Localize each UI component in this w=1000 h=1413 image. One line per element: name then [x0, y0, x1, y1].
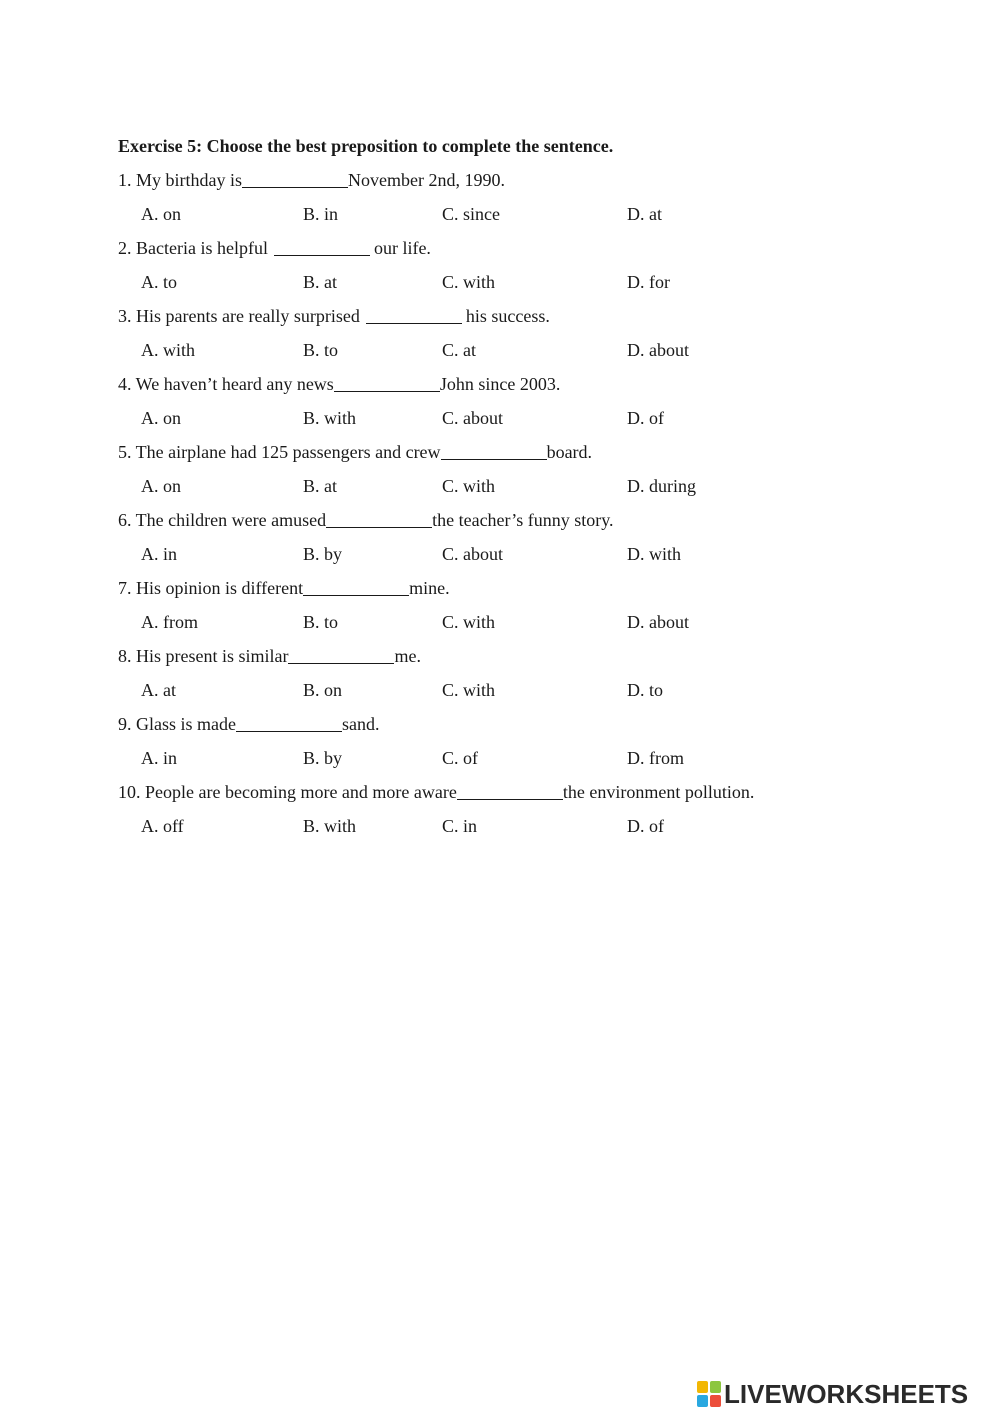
- options-6: [118, 542, 878, 566]
- options-3: [118, 338, 878, 362]
- option-b[interactable]: B. in: [303, 204, 339, 224]
- option-a[interactable]: A. on: [141, 408, 181, 428]
- logo-square-green: [710, 1381, 721, 1393]
- answer-blank[interactable]: [236, 713, 342, 732]
- logo-square-blue: [697, 1395, 708, 1407]
- brand-logo[interactable]: [697, 1378, 968, 1410]
- option-d[interactable]: D. during: [627, 476, 696, 496]
- question-text-before: 3. His parents are really surprised: [118, 306, 360, 326]
- logo-square-yellow: [697, 1381, 708, 1393]
- options-7: [118, 610, 878, 634]
- question-text-after: mine.: [409, 578, 450, 598]
- option-b[interactable]: B. at: [303, 476, 337, 496]
- answer-blank[interactable]: [326, 509, 432, 528]
- answer-blank[interactable]: [242, 169, 348, 188]
- question-text-before: 6. The children were amused: [118, 510, 327, 530]
- option-b[interactable]: B. at: [303, 272, 337, 292]
- question-text-after: November 2nd, 1990.: [348, 170, 505, 190]
- question-text-after: board.: [546, 442, 593, 462]
- question-4: [118, 372, 878, 396]
- question-2: [118, 236, 878, 260]
- options-1: [118, 202, 878, 226]
- option-b[interactable]: B. with: [303, 408, 357, 428]
- answer-blank[interactable]: [366, 305, 462, 324]
- question-1: [118, 168, 878, 192]
- option-d[interactable]: D. of: [627, 816, 664, 836]
- question-text-after: me.: [394, 646, 421, 666]
- brand-name: LIVEWORKSHEETS: [724, 1378, 969, 1409]
- answer-blank[interactable]: [274, 237, 370, 256]
- option-a[interactable]: A. in: [141, 748, 177, 768]
- option-a[interactable]: A. on: [141, 204, 181, 224]
- option-c[interactable]: C. with: [442, 272, 496, 292]
- answer-blank[interactable]: [303, 577, 409, 596]
- exercise-title: Exercise 5: Choose the best preposition to complete the sentence.: [118, 136, 614, 156]
- option-d[interactable]: D. about: [627, 340, 689, 360]
- question-text-after: his success.: [465, 306, 550, 326]
- liveworksheets-logo-icon: [697, 1381, 721, 1407]
- question-text-before: 4. We haven’t heard any news: [118, 374, 334, 394]
- question-7: [118, 576, 878, 600]
- option-b[interactable]: B. with: [303, 816, 357, 836]
- option-a[interactable]: A. from: [141, 612, 198, 632]
- worksheet: [118, 134, 878, 848]
- option-a[interactable]: A. in: [141, 544, 177, 564]
- option-c[interactable]: C. with: [442, 680, 496, 700]
- option-d[interactable]: D. at: [627, 204, 662, 224]
- option-d[interactable]: D. with: [627, 544, 681, 564]
- option-c[interactable]: C. with: [442, 612, 496, 632]
- option-c[interactable]: C. since: [442, 204, 500, 224]
- answer-blank[interactable]: [457, 781, 563, 800]
- option-b[interactable]: B. by: [303, 544, 343, 564]
- option-d[interactable]: D. of: [627, 408, 664, 428]
- option-a[interactable]: A. off: [141, 816, 184, 836]
- question-text-before: 5. The airplane had 125 passengers and crew: [118, 442, 441, 462]
- question-text-before: 8. His present is similar: [118, 646, 289, 666]
- option-a[interactable]: A. at: [141, 680, 176, 700]
- answer-blank[interactable]: [441, 441, 547, 460]
- question-text-before: 2. Bacteria is helpful: [118, 238, 268, 258]
- option-c[interactable]: C. with: [442, 476, 496, 496]
- option-d[interactable]: D. to: [627, 680, 663, 700]
- question-10: [118, 780, 878, 804]
- question-text-before: 1. My birthday is: [118, 170, 242, 190]
- options-4: [118, 406, 878, 430]
- option-a[interactable]: A. on: [141, 476, 181, 496]
- question-text-before: 7. His opinion is different: [118, 578, 304, 598]
- option-c[interactable]: C. about: [442, 408, 503, 428]
- option-c[interactable]: C. at: [442, 340, 476, 360]
- answer-blank[interactable]: [334, 373, 440, 392]
- option-b[interactable]: B. to: [303, 340, 339, 360]
- option-d[interactable]: D. for: [627, 272, 670, 292]
- option-c[interactable]: C. about: [442, 544, 503, 564]
- question-text-after: sand.: [341, 714, 380, 734]
- option-b[interactable]: B. to: [303, 612, 339, 632]
- question-9: [118, 712, 878, 736]
- option-c[interactable]: C. of: [442, 748, 478, 768]
- option-d[interactable]: D. from: [627, 748, 684, 768]
- option-a[interactable]: A. to: [141, 272, 177, 292]
- question-5: [118, 440, 878, 464]
- option-b[interactable]: B. by: [303, 748, 343, 768]
- option-c[interactable]: C. in: [442, 816, 478, 836]
- question-text-after: the environment pollution.: [562, 782, 755, 802]
- option-b[interactable]: B. on: [303, 680, 343, 700]
- option-d[interactable]: D. about: [627, 612, 689, 632]
- options-5: [118, 474, 878, 498]
- question-text-after: the teacher’s funny story.: [432, 510, 614, 530]
- question-6: [118, 508, 878, 532]
- options-10: [118, 814, 878, 838]
- question-text-after: our life.: [373, 238, 431, 258]
- options-8: [118, 678, 878, 702]
- options-2: [118, 270, 878, 294]
- question-3: [118, 304, 878, 328]
- question-text-before: 10. People are becoming more and more aware: [118, 782, 457, 802]
- option-a[interactable]: A. with: [141, 340, 195, 360]
- options-9: [118, 746, 878, 770]
- question-8: [118, 644, 878, 668]
- logo-square-red: [710, 1395, 721, 1407]
- answer-blank[interactable]: [288, 645, 394, 664]
- question-text-before: 9. Glass is made: [118, 714, 236, 734]
- question-text-after: John since 2003.: [439, 374, 561, 394]
